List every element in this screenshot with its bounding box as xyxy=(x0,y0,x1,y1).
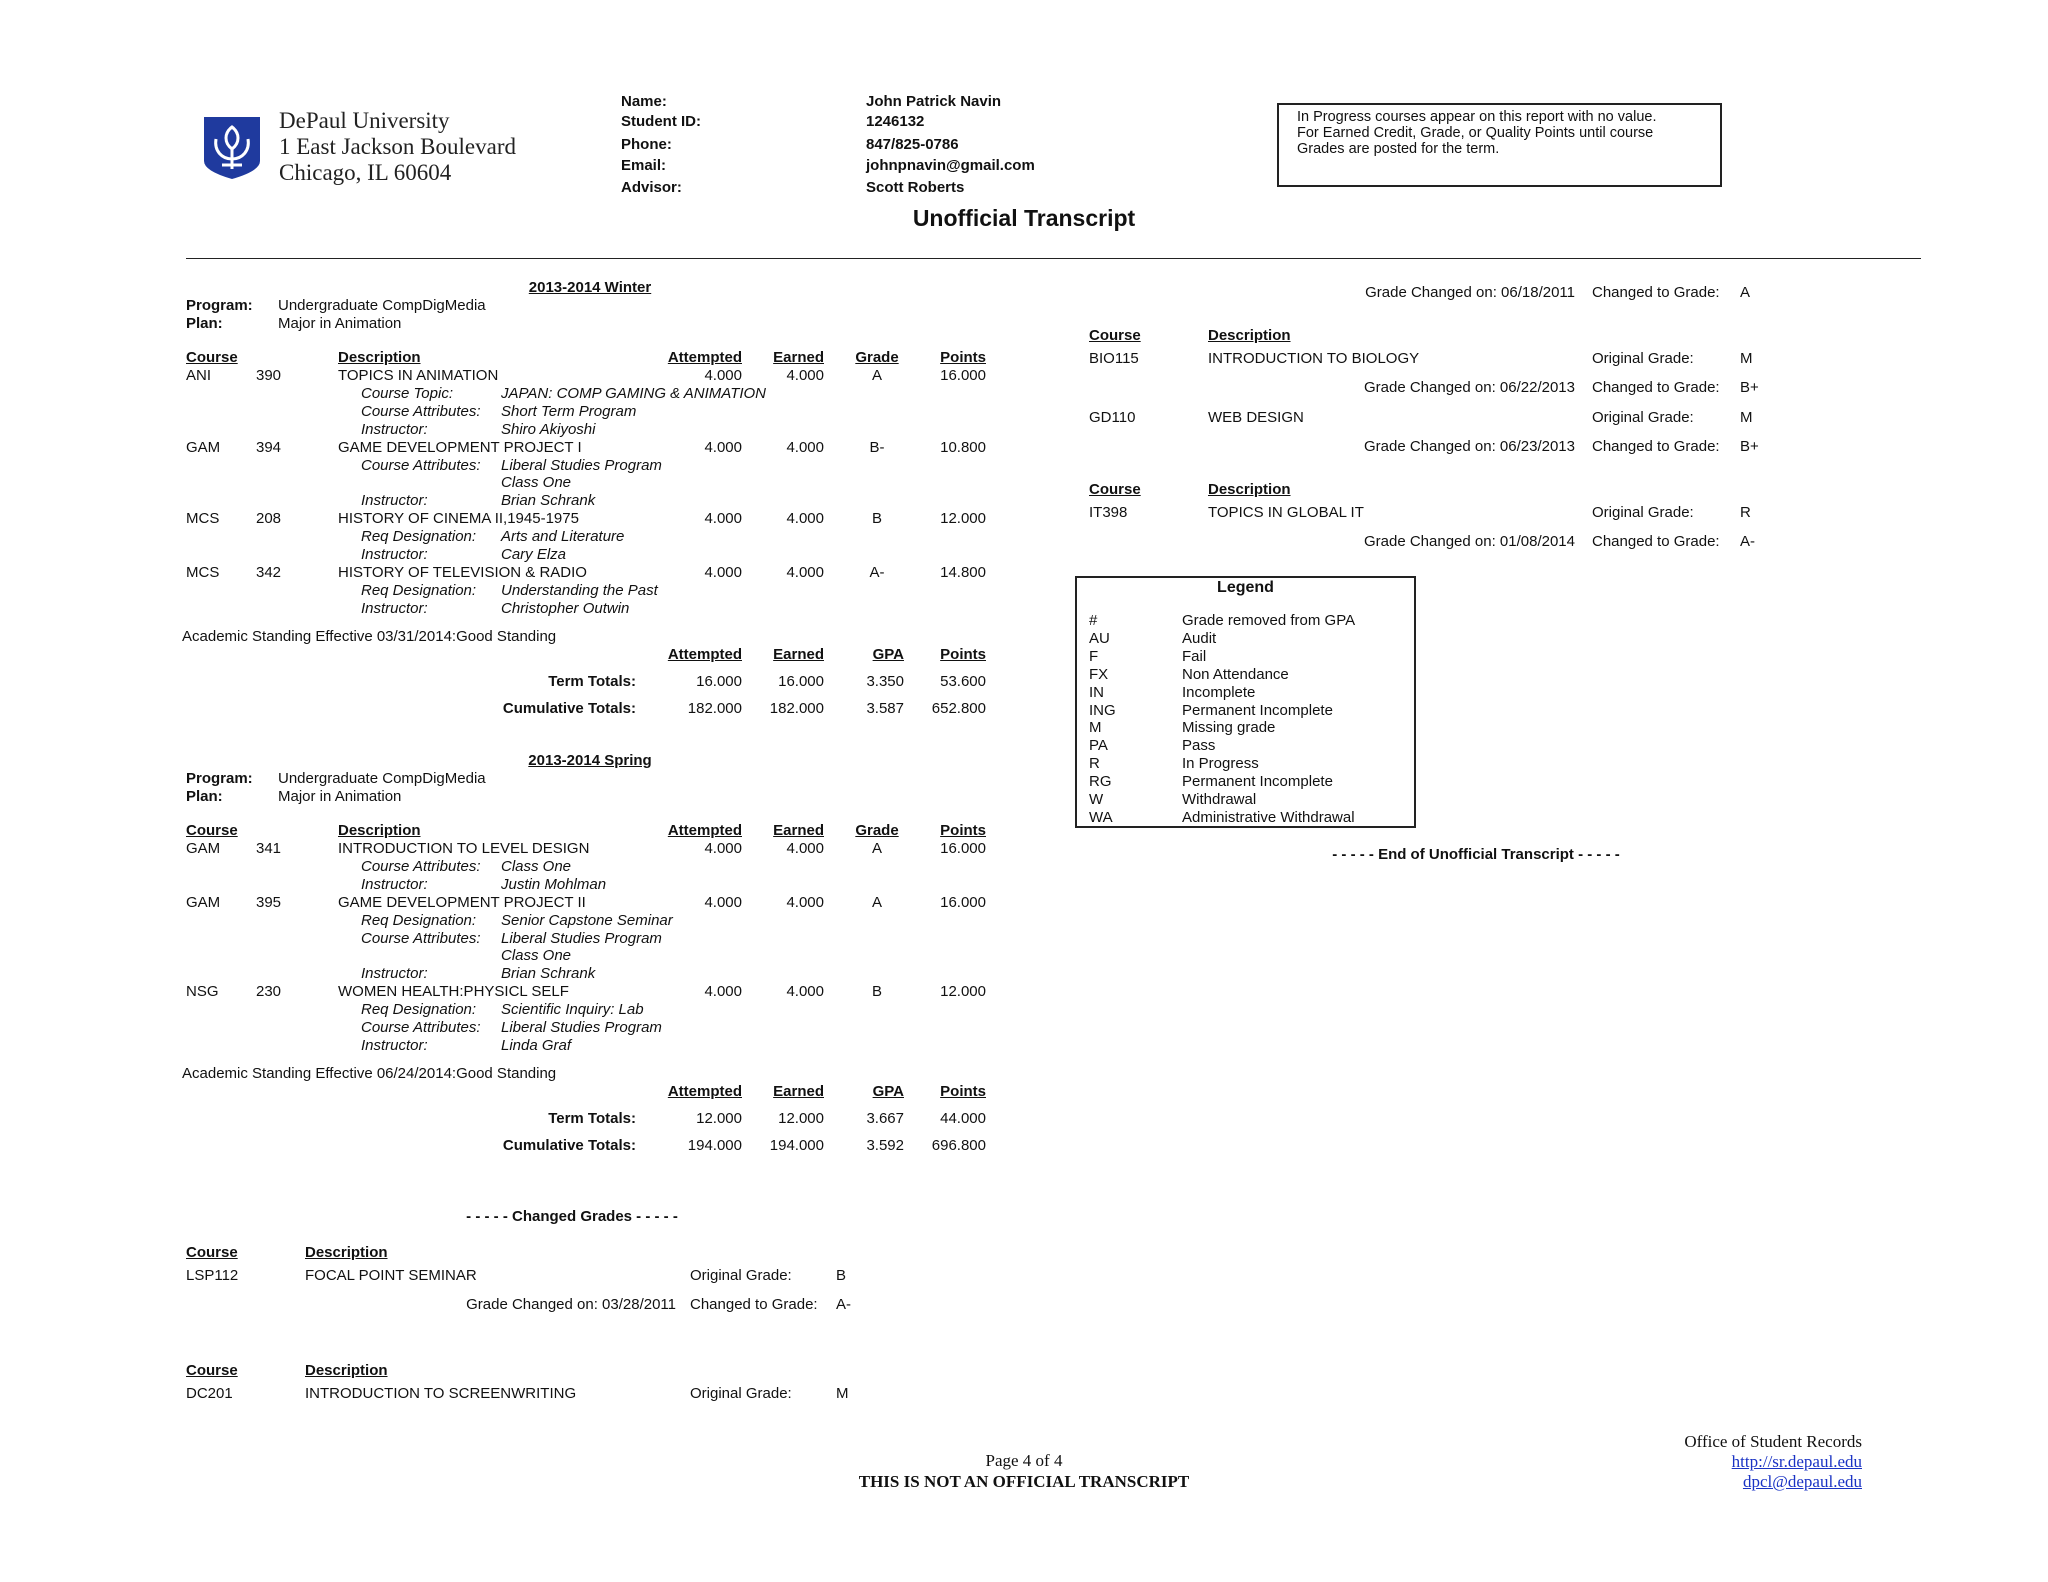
course-points: 12.000 xyxy=(940,983,986,1001)
course-description: HISTORY OF CINEMA II,1945-1975 xyxy=(338,510,579,528)
attempted-header: Attempted xyxy=(667,349,742,366)
course-note-label: Course Attributes: xyxy=(361,1019,481,1036)
changed-description-header: Description xyxy=(305,1244,388,1261)
course-attempted: 4.000 xyxy=(704,438,742,456)
course-note-value: Brian Schrank xyxy=(501,492,596,510)
changed-to-grade-label: Changed to Grade: xyxy=(1592,533,1720,550)
university-logo xyxy=(202,115,262,181)
changed-to-grade-value: A- xyxy=(1740,533,1755,550)
student-advisor: Scott Roberts xyxy=(866,179,965,196)
changed-grades-title: - - - - - Changed Grades - - - - - xyxy=(466,1208,678,1225)
program-value: Undergraduate CompDigMedia xyxy=(278,770,486,787)
course-attempted: 4.000 xyxy=(704,563,742,581)
legend-code: # xyxy=(1089,612,1098,629)
course-note-label: Course Attributes: xyxy=(361,402,481,420)
course-grade: B- xyxy=(869,438,885,456)
program-value: Undergraduate CompDigMedia xyxy=(278,297,486,314)
course-earned: 4.000 xyxy=(786,438,824,456)
course-header: Course xyxy=(186,822,238,839)
program-label: Program: xyxy=(186,770,253,787)
course-points: 16.000 xyxy=(940,840,986,857)
totals-attempted-header: Attempted xyxy=(667,1082,742,1100)
changed-to-grade-value: B+ xyxy=(1740,379,1759,396)
program-label: Program: xyxy=(186,297,253,314)
description-header: Description xyxy=(338,349,421,366)
student-name: John Patrick Navin xyxy=(866,93,1002,110)
changed-course-header: Course xyxy=(186,1362,238,1379)
in-progress-notice xyxy=(1277,103,1722,187)
legend-code: W xyxy=(1089,791,1104,808)
plan-value: Major in Animation xyxy=(278,788,402,805)
course-note-label: Course Attributes: xyxy=(361,456,481,474)
term-totals-gpa: 3.350 xyxy=(866,672,904,690)
attempted-header: Attempted xyxy=(667,822,742,839)
grade-changed-on: Grade Changed on: 06/23/2013 xyxy=(1363,438,1575,455)
term-totals-points: 44.000 xyxy=(940,1109,986,1127)
legend-meaning: Missing grade xyxy=(1182,719,1276,737)
office-url-link[interactable] xyxy=(1562,1452,1862,1472)
totals-earned-header: Earned xyxy=(773,1082,824,1100)
legend-meaning: Grade removed from GPA xyxy=(1182,612,1356,629)
points-header: Points xyxy=(940,349,986,366)
student-id: 1246132 xyxy=(866,113,925,130)
course-points: 10.800 xyxy=(940,438,986,456)
original-grade-label: Original Grade: xyxy=(690,1385,792,1402)
legend-code: IN xyxy=(1089,683,1104,701)
cumulative-totals-attempted: 194.000 xyxy=(687,1136,742,1154)
grade-changed-on: Grade Changed on: 06/18/2011 xyxy=(1365,284,1575,301)
term-totals-label: Term Totals: xyxy=(548,1109,636,1127)
cumulative-totals-points: 696.800 xyxy=(931,1136,986,1154)
term-name: 2013-2014 Spring xyxy=(528,752,652,769)
totals-gpa-header: GPA xyxy=(872,645,904,663)
grade-changed-on: Grade Changed on: 03/28/2011 xyxy=(466,1296,676,1313)
points-header: Points xyxy=(940,822,986,839)
course-note-value: Understanding the Past xyxy=(501,581,658,599)
student-id-label: Student ID: xyxy=(621,113,701,130)
legend-box xyxy=(1075,576,1416,828)
course-subject: ANI xyxy=(186,367,212,384)
email-label: Email: xyxy=(621,157,667,174)
student-email: johnpnavin@gmail.com xyxy=(866,157,1035,174)
course-note-value: Senior Capstone Seminar xyxy=(501,911,673,929)
term-totals-points: 53.600 xyxy=(940,672,986,690)
legend-meaning: Withdrawal xyxy=(1182,791,1257,808)
course-note-value: Cary Elza xyxy=(501,546,567,563)
course-points: 14.800 xyxy=(940,563,986,581)
changed-course-code: LSP112 xyxy=(186,1267,239,1284)
term-totals-earned: 16.000 xyxy=(778,672,824,690)
legend-meaning: Non Attendance xyxy=(1182,665,1289,683)
cumulative-totals-earned: 182.000 xyxy=(769,699,824,717)
course-number: 342 xyxy=(256,563,282,581)
changed-to-grade-label: Changed to Grade: xyxy=(690,1296,818,1313)
course-note-label: Req Designation: xyxy=(361,581,477,599)
course-grade: A xyxy=(871,840,882,857)
description-header: Description xyxy=(338,822,421,839)
page-title: Unofficial Transcript xyxy=(912,205,1136,231)
course-grade: B xyxy=(871,983,882,1001)
changed-course-description: INTRODUCTION TO BIOLOGY xyxy=(1208,350,1420,367)
course-grade: A- xyxy=(869,563,885,581)
not-official-disclaimer: THIS IS NOT AN OFFICIAL TRANSCRIPT xyxy=(858,1472,1190,1491)
cumulative-totals-label: Cumulative Totals: xyxy=(502,1136,636,1154)
course-attempted: 4.000 xyxy=(704,840,742,857)
course-note-label: Instructor: xyxy=(361,599,428,617)
university-address-line2: Chicago, IL 60604 xyxy=(279,160,452,185)
academic-standing: Academic Standing Effective 06/24/2014:Good Standing xyxy=(182,1064,557,1082)
office-name: Office of Student Records xyxy=(1684,1432,1862,1451)
legend-meaning: Administrative Withdrawal xyxy=(1182,808,1355,826)
course-grade: A xyxy=(871,367,882,384)
course-note-label: Instructor: xyxy=(361,875,428,893)
course-note-value: Class One xyxy=(501,857,572,875)
totals-points-header: Points xyxy=(940,1082,986,1100)
original-grade-value: M xyxy=(836,1385,849,1402)
totals-attempted-header: Attempted xyxy=(667,645,742,663)
grade-header: Grade xyxy=(855,349,899,366)
notice-line3: Grades are posted for the term. xyxy=(1297,141,1500,157)
course-note-value: Liberal Studies Program xyxy=(501,456,662,474)
original-grade-label: Original Grade: xyxy=(690,1267,792,1284)
changed-course-code: GD110 xyxy=(1089,409,1136,426)
course-earned: 4.000 xyxy=(786,840,824,857)
course-description: WOMEN HEALTH:PHYSICL SELF xyxy=(338,983,569,1001)
course-note-label: Req Designation: xyxy=(361,1001,477,1019)
legend-code: WA xyxy=(1089,808,1113,826)
course-subject: NSG xyxy=(186,983,219,1001)
course-points: 12.000 xyxy=(940,510,986,528)
course-description: INTRODUCTION TO LEVEL DESIGN xyxy=(338,840,590,857)
cumulative-totals-earned: 194.000 xyxy=(769,1136,824,1154)
changed-course-description: FOCAL POINT SEMINAR xyxy=(305,1267,477,1284)
legend-code: RG xyxy=(1089,773,1112,791)
office-url[interactable]: http://sr.depaul.edu xyxy=(1731,1452,1862,1471)
course-note-label: Instructor: xyxy=(361,965,428,983)
course-note-value: Brian Schrank xyxy=(501,965,596,983)
changed-to-grade-value: A xyxy=(1740,284,1751,301)
course-note-label: Course Attributes: xyxy=(361,857,481,875)
course-points: 16.000 xyxy=(940,367,986,384)
changed-course-header: Course xyxy=(186,1244,238,1261)
legend-code: ING xyxy=(1089,701,1116,719)
course-number: 394 xyxy=(256,438,282,456)
course-note-label: Instructor: xyxy=(361,492,428,510)
legend-code: AU xyxy=(1089,629,1110,647)
university-address-line1: 1 East Jackson Boulevard xyxy=(279,134,516,159)
course-note-value: Liberal Studies Program xyxy=(501,929,662,947)
legend-code: FX xyxy=(1089,665,1109,683)
original-grade-value: M xyxy=(1740,409,1753,426)
course-note-value: JAPAN: COMP GAMING & ANIMATION xyxy=(501,384,767,402)
legend-code: M xyxy=(1089,719,1102,737)
legend-meaning: Audit xyxy=(1182,629,1217,647)
changed-to-grade-value: A- xyxy=(836,1296,851,1313)
course-note-label: Instructor: xyxy=(361,546,428,563)
changed-description-header: Description xyxy=(1208,481,1291,498)
end-of-transcript: - - - - - End of Unofficial Transcript - - - - - xyxy=(1332,846,1620,863)
original-grade-value: R xyxy=(1740,504,1751,521)
course-attempted: 4.000 xyxy=(704,367,742,384)
course-earned: 4.000 xyxy=(786,983,824,1001)
name-label: Name: xyxy=(621,93,667,110)
course-note-value: Class One xyxy=(501,947,572,965)
legend-meaning: In Progress xyxy=(1182,755,1259,773)
term-totals-attempted: 16.000 xyxy=(696,672,742,690)
changed-description-header: Description xyxy=(1208,327,1291,344)
changed-to-grade-label: Changed to Grade: xyxy=(1592,284,1720,301)
course-attempted: 4.000 xyxy=(704,983,742,1001)
changed-course-description: WEB DESIGN xyxy=(1208,409,1304,426)
changed-description-header: Description xyxy=(305,1362,388,1379)
course-note-value: Arts and Literature xyxy=(501,528,625,546)
course-note-label: Course Attributes: xyxy=(361,929,481,947)
legend-code: F xyxy=(1089,647,1099,665)
course-earned: 4.000 xyxy=(786,367,824,384)
legend-code: R xyxy=(1089,755,1100,773)
original-grade-label: Original Grade: xyxy=(1592,350,1694,367)
changed-course-code: DC201 xyxy=(186,1385,233,1402)
course-note-label: Req Designation: xyxy=(361,528,477,546)
course-grade: B xyxy=(871,510,882,528)
course-number: 390 xyxy=(256,367,282,384)
earned-header: Earned xyxy=(773,349,824,366)
advisor-label: Advisor: xyxy=(621,179,682,196)
original-grade-label: Original Grade: xyxy=(1592,409,1694,426)
legend-meaning: Permanent Incomplete xyxy=(1182,701,1333,719)
course-note-label: Course Topic: xyxy=(361,384,453,402)
course-description: GAME DEVELOPMENT PROJECT I xyxy=(338,438,582,456)
term-totals-earned: 12.000 xyxy=(778,1109,824,1127)
changed-to-grade-label: Changed to Grade: xyxy=(1592,379,1720,396)
changed-course-code: IT398 xyxy=(1089,504,1128,521)
course-points: 16.000 xyxy=(940,893,986,911)
course-subject: GAM xyxy=(186,840,221,857)
legend-title: Legend xyxy=(1217,579,1274,596)
course-number: 208 xyxy=(256,510,282,528)
course-note-value: Class One xyxy=(501,474,572,492)
course-earned: 4.000 xyxy=(786,510,824,528)
course-note-value: Christopher Outwin xyxy=(501,599,630,617)
legend-meaning: Pass xyxy=(1182,737,1216,755)
page-number: Page 4 of 4 xyxy=(985,1451,1063,1470)
cumulative-totals-label: Cumulative Totals: xyxy=(502,699,636,717)
changed-course-description: INTRODUCTION TO SCREENWRITING xyxy=(305,1385,577,1402)
course-note-label: Instructor: xyxy=(361,1036,428,1054)
term-totals-label: Term Totals: xyxy=(548,672,636,690)
course-note-value: Liberal Studies Program xyxy=(501,1019,662,1036)
course-note-label: Instructor: xyxy=(361,420,428,438)
student-phone: 847/825-0786 xyxy=(866,136,959,153)
academic-standing: Academic Standing Effective 03/31/2014:Good Standing xyxy=(182,627,557,645)
notice-line1: In Progress courses appear on this report with no value. xyxy=(1297,109,1657,125)
legend-meaning: Fail xyxy=(1182,647,1207,665)
course-subject: GAM xyxy=(186,893,221,911)
course-earned: 4.000 xyxy=(786,893,824,911)
grade-changed-on: Grade Changed on: 01/08/2014 xyxy=(1363,533,1575,550)
university-name: DePaul University xyxy=(279,108,450,133)
totals-gpa-header: GPA xyxy=(872,1082,904,1100)
changed-to-grade-label: Changed to Grade: xyxy=(1592,438,1720,455)
course-header: Course xyxy=(186,349,238,366)
phone-label: Phone: xyxy=(621,136,672,153)
cumulative-totals-gpa: 3.587 xyxy=(866,699,904,717)
term-name: 2013-2014 Winter xyxy=(528,279,652,296)
original-grade-value: M xyxy=(1740,350,1753,367)
grade-header: Grade xyxy=(855,822,899,839)
course-note-label: Req Designation: xyxy=(361,911,477,929)
course-grade: A xyxy=(871,893,882,911)
course-attempted: 4.000 xyxy=(704,510,742,528)
legend-meaning: Incomplete xyxy=(1182,683,1256,701)
cumulative-totals-points: 652.800 xyxy=(931,699,986,717)
legend-code: PA xyxy=(1089,737,1108,755)
term-totals-gpa: 3.667 xyxy=(866,1109,904,1127)
course-number: 341 xyxy=(256,840,282,857)
course-note-value: Linda Graf xyxy=(501,1036,572,1054)
plan-label: Plan: xyxy=(186,788,223,805)
office-email-link[interactable] xyxy=(1562,1472,1862,1492)
changed-course-header: Course xyxy=(1089,481,1141,498)
totals-points-header: Points xyxy=(940,645,986,663)
course-description: GAME DEVELOPMENT PROJECT II xyxy=(338,893,586,911)
changed-course-code: BIO115 xyxy=(1089,350,1139,367)
changed-to-grade-value: B+ xyxy=(1740,438,1759,455)
totals-earned-header: Earned xyxy=(773,645,824,663)
changed-course-description: TOPICS IN GLOBAL IT xyxy=(1208,504,1364,521)
course-number: 230 xyxy=(256,983,282,1001)
course-note-value: Short Term Program xyxy=(501,402,637,420)
plan-label: Plan: xyxy=(186,315,223,332)
cumulative-totals-attempted: 182.000 xyxy=(687,699,742,717)
course-subject: MCS xyxy=(186,510,220,528)
plan-value: Major in Animation xyxy=(278,315,402,332)
course-description: HISTORY OF TELEVISION & RADIO xyxy=(338,563,587,581)
term-totals-attempted: 12.000 xyxy=(696,1109,742,1127)
changed-course-header: Course xyxy=(1089,327,1141,344)
course-subject: GAM xyxy=(186,438,221,456)
header-divider xyxy=(186,258,1921,259)
course-note-value: Scientific Inquiry: Lab xyxy=(501,1001,644,1019)
course-note-value: Shiro Akiyoshi xyxy=(501,420,596,438)
course-earned: 4.000 xyxy=(786,563,824,581)
original-grade-label: Original Grade: xyxy=(1592,504,1694,521)
earned-header: Earned xyxy=(773,822,824,839)
grade-changed-on: Grade Changed on: 06/22/2013 xyxy=(1363,379,1575,396)
legend-meaning: Permanent Incomplete xyxy=(1182,773,1333,791)
original-grade-value: B xyxy=(836,1267,847,1284)
course-description: TOPICS IN ANIMATION xyxy=(338,367,499,384)
course-note-value: Justin Mohlman xyxy=(501,875,607,893)
course-subject: MCS xyxy=(186,563,220,581)
course-number: 395 xyxy=(256,893,282,911)
course-attempted: 4.000 xyxy=(704,893,742,911)
notice-line2: For Earned Credit, Grade, or Quality Points until course xyxy=(1297,125,1654,141)
office-email[interactable]: dpcl@depaul.edu xyxy=(1742,1472,1862,1491)
cumulative-totals-gpa: 3.592 xyxy=(866,1136,904,1154)
